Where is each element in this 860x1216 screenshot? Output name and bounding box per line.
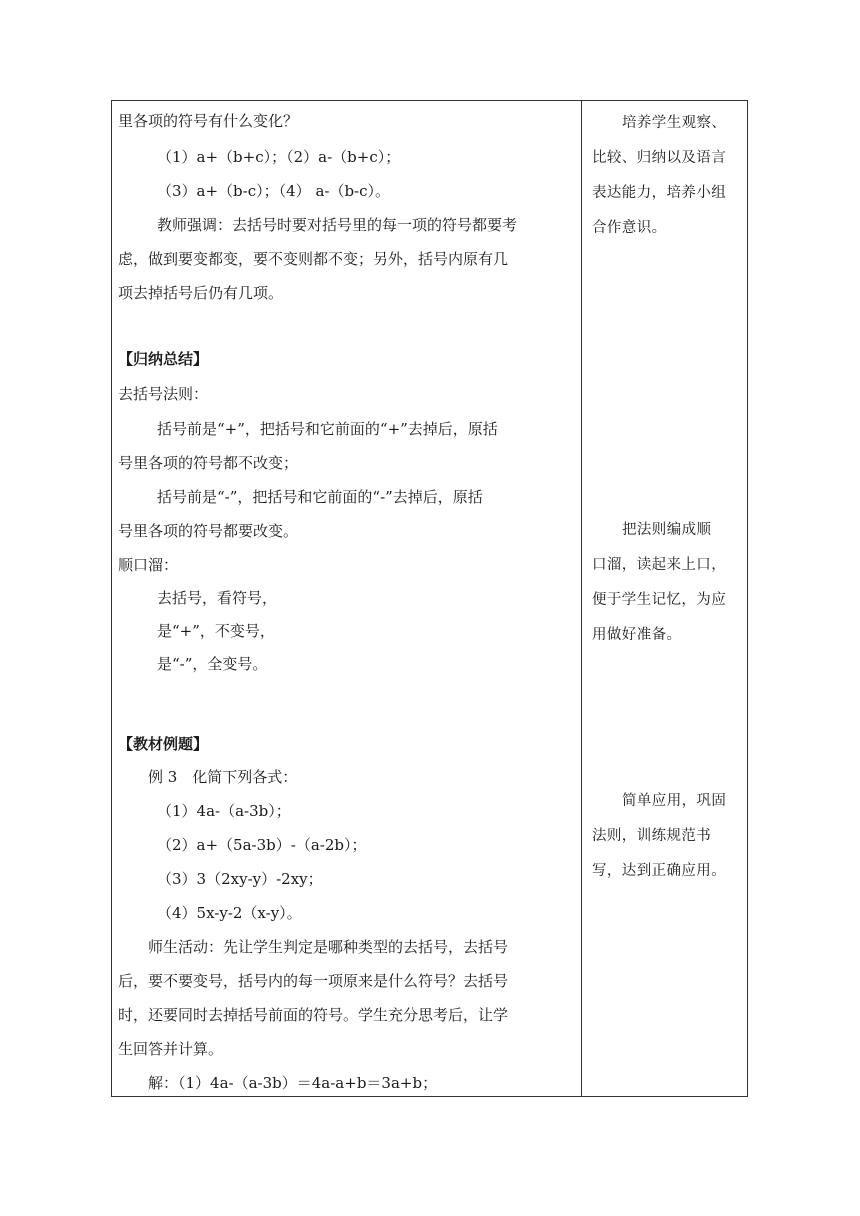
- note-line: 写，达到正确应用。: [592, 863, 727, 879]
- text-line: 生回答并计算。: [118, 1040, 224, 1058]
- text-line: 教师强调：去括号时要对括号里的每一项的符号都要考: [157, 216, 518, 234]
- text-line: （3）a+（b-c）；（4） a-（b-c）。: [157, 182, 391, 200]
- note-line: 法则，训练规范书: [592, 828, 712, 844]
- column-divider: [581, 101, 582, 1096]
- note-line: 口溜，读起来上口，: [592, 557, 727, 573]
- text-line: （1）a+（b+c）；（2）a-（b+c）；: [157, 148, 401, 166]
- text-line: 括号前是“+”，把括号和它前面的“+”去掉后，原括: [157, 420, 498, 438]
- text-line: 例 3 化简下列各式：: [148, 768, 298, 786]
- text-line: 顺口溜：: [118, 556, 179, 574]
- text-line: 解：（1）4a-（a-3b）＝4a-a+b＝3a+b；: [148, 1074, 438, 1092]
- text-line: （2）a+（5a-3b）-（a-2b）；: [157, 836, 367, 854]
- note-line: 便于学生记忆，为应: [592, 592, 727, 608]
- note-line: 培养学生观察、: [622, 115, 727, 131]
- text-line: （1）4a-（a-3b）；: [157, 802, 291, 820]
- text-line: 号里各项的符号都要改变。: [118, 522, 299, 540]
- text-line: 括号前是“-”，把括号和它前面的“-”去掉后，原括: [157, 488, 483, 506]
- text-line: （3）3（2xy-y）-2xy；: [157, 870, 323, 888]
- note-line: 简单应用，巩固: [622, 793, 727, 809]
- note-line: 用做好准备。: [592, 627, 682, 643]
- section-heading-summary: 【归纳总结】: [118, 350, 209, 368]
- note-line: 合作意识。: [592, 220, 667, 236]
- text-line: 号里各项的符号都不改变；: [118, 454, 299, 472]
- text-line: 去括号法则：: [118, 385, 209, 403]
- text-line: 项去掉括号后仍有几项。: [118, 284, 284, 302]
- note-line: 把法则编成顺: [622, 522, 712, 538]
- section-heading-example: 【教材例题】: [118, 735, 209, 753]
- text-line: 是“+”，不变号，: [157, 622, 275, 640]
- text-line: 虑，做到要变都变，要不变则都不变；另外，括号内原有几: [118, 250, 509, 268]
- text-line: 后，要不要变号，括号内的每一项原来是什么符号？去括号: [118, 972, 509, 990]
- note-line: 表达能力，培养小组: [592, 185, 727, 201]
- text-line: 是“-”，全变号。: [157, 655, 268, 673]
- text-line: 去括号，看符号，: [157, 589, 278, 607]
- text-line: 师生活动：先让学生判定是哪种类型的去括号，去括号: [148, 938, 509, 956]
- text-line: （4）5x-y-2（x-y）。: [157, 904, 302, 922]
- note-line: 比较、归纳以及语言: [592, 150, 727, 166]
- text-line: 时，还要同时去掉括号前面的符号。学生充分思考后，让学: [118, 1006, 509, 1024]
- text-line: 里各项的符号有什么变化？: [118, 112, 299, 130]
- lesson-table: [111, 100, 748, 1097]
